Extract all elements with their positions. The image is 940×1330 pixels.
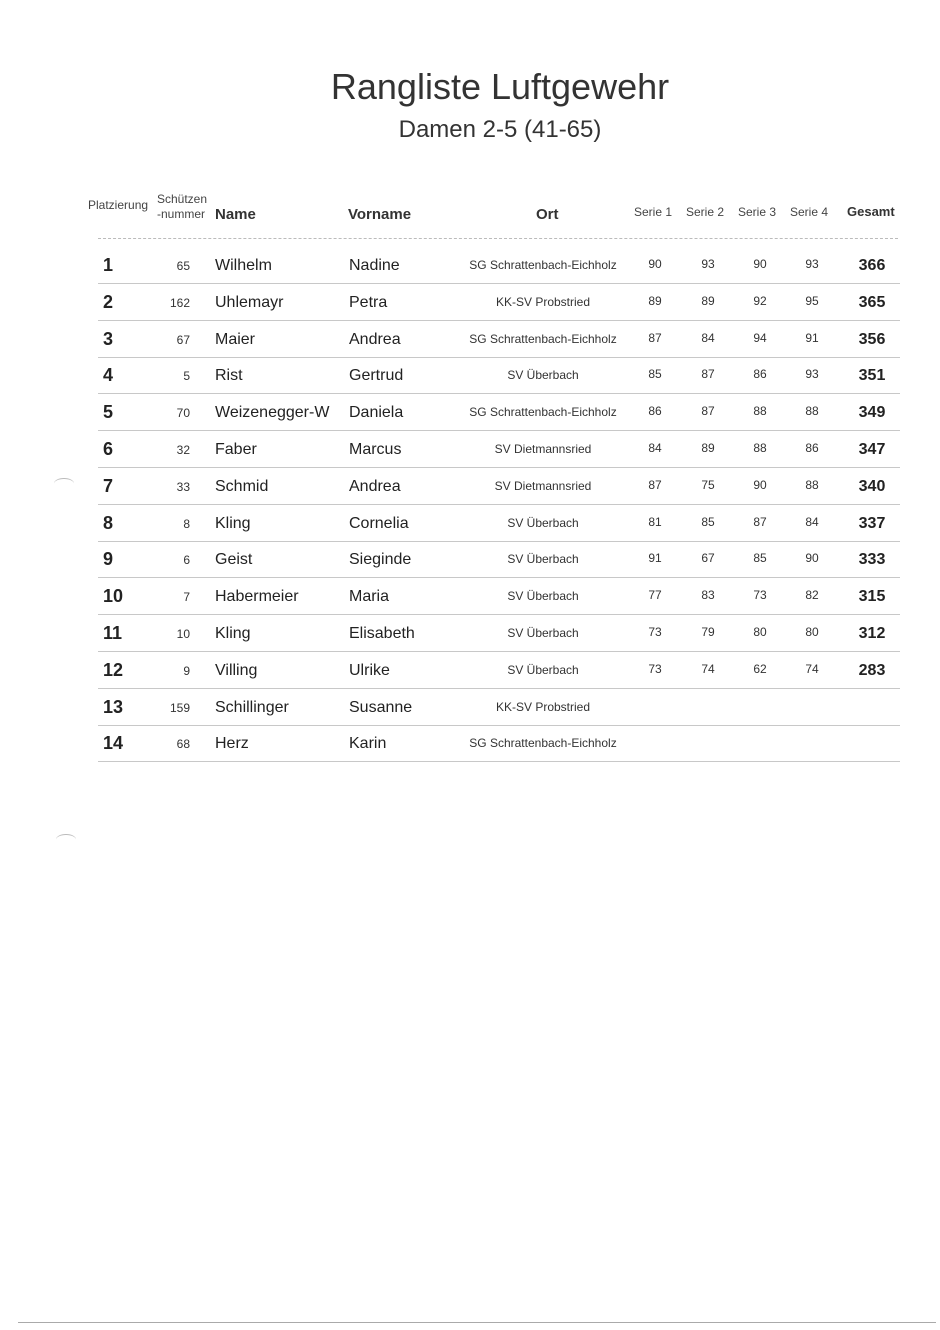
header-serie4: Serie 4	[790, 205, 829, 219]
name-cell: Maier	[215, 330, 256, 348]
ort-cell: KK-SV Probstried	[495, 294, 591, 309]
serie1-cell: 87	[648, 477, 662, 492]
rank-cell: 11	[103, 623, 123, 643]
rank-cell: 1	[103, 255, 114, 275]
serie3-cell: 90	[753, 257, 767, 271]
serie4-cell: 84	[805, 514, 819, 529]
ort-cell: SV Dietmannsried	[494, 478, 592, 493]
serie3-cell: 86	[753, 367, 767, 382]
vorname-cell: Gertrud	[349, 367, 404, 385]
header-nummer-line2: -nummer	[157, 207, 206, 221]
serie3-cell: 87	[753, 514, 767, 529]
gesamt-cell: 365	[858, 293, 886, 311]
serie2-cell: 89	[701, 441, 715, 455]
serie3-cell: 88	[753, 441, 767, 455]
serie4-cell: 95	[805, 293, 819, 308]
ort-cell: KK-SV Probstried	[495, 699, 591, 714]
vorname-cell: Maria	[349, 588, 390, 606]
serie1-cell: 81	[648, 514, 662, 529]
serie4-cell: 86	[805, 441, 819, 455]
ort-cell: SG Schrattenbach-Eichholz	[469, 258, 617, 272]
serie3-cell: 88	[753, 404, 767, 419]
table-row	[0, 615, 940, 652]
rank-cell: 8	[103, 512, 114, 533]
name-cell: Habermeier	[215, 588, 299, 606]
serie3-cell: 94	[753, 330, 767, 345]
table-row	[0, 247, 940, 284]
table-row	[0, 541, 940, 578]
ort-cell: SG Schrattenbach-Eichholz	[469, 331, 617, 346]
serie1-cell: 73	[648, 625, 662, 639]
ort-cell: SV Überbach	[507, 626, 579, 640]
vorname-cell: Andrea	[349, 330, 401, 348]
shooter-number-cell: 33	[176, 479, 190, 494]
shooter-number-cell: 6	[183, 553, 190, 568]
page-edge	[18, 1322, 936, 1323]
table-row	[0, 357, 940, 394]
vorname-cell: Marcus	[349, 441, 402, 458]
gesamt-cell: 283	[858, 661, 886, 679]
shooter-number-cell: 67	[176, 332, 190, 347]
table-row	[0, 689, 940, 726]
shooter-number-cell: 9	[183, 663, 190, 678]
table-header	[0, 190, 940, 230]
rank-cell: 7	[103, 475, 114, 496]
table-row	[0, 321, 940, 358]
serie3-cell: 90	[753, 477, 767, 492]
serie4-cell: 74	[805, 661, 819, 676]
ort-cell: SV Überbach	[507, 515, 579, 530]
shooter-number-cell: 68	[176, 737, 190, 752]
serie3-cell: 85	[753, 551, 767, 566]
serie3-cell: 92	[753, 293, 767, 308]
header-serie1: Serie 1	[634, 205, 673, 219]
ort-cell: SV Dietmannsried	[494, 442, 592, 456]
shooter-number-cell: 5	[183, 369, 190, 384]
vorname-cell: Susanne	[349, 698, 413, 716]
name-cell: Kling	[215, 514, 251, 532]
name-cell: Geist	[215, 551, 253, 569]
serie3-cell: 62	[753, 661, 767, 676]
serie2-cell: 74	[701, 661, 715, 676]
serie1-cell: 90	[648, 257, 662, 271]
table-row	[0, 725, 940, 762]
table-row	[0, 431, 940, 468]
vorname-cell: Sieginde	[349, 551, 412, 569]
shooter-number-cell: 159	[169, 700, 190, 715]
ort-cell: SG Schrattenbach-Eichholz	[469, 736, 617, 751]
vorname-cell: Daniela	[349, 404, 404, 422]
rank-cell: 4	[103, 365, 114, 386]
vorname-cell: Andrea	[349, 477, 401, 495]
rank-cell: 12	[103, 659, 124, 680]
rank-cell: 9	[103, 549, 114, 570]
gesamt-cell: 312	[858, 625, 886, 642]
serie2-cell: 93	[701, 257, 715, 271]
shooter-number-cell: 8	[183, 516, 190, 531]
serie2-cell: 87	[701, 367, 715, 382]
row-divider	[98, 761, 900, 762]
gesamt-cell: 340	[858, 477, 886, 495]
serie4-cell: 80	[805, 625, 819, 639]
name-cell: Schillinger	[215, 698, 289, 716]
serie2-cell: 83	[701, 588, 715, 603]
vorname-cell: Nadine	[349, 257, 400, 274]
title-text: Rangliste Luftgewehr	[330, 66, 670, 107]
name-cell: Uhlemayr	[215, 293, 284, 311]
header-ort: Ort	[536, 206, 559, 223]
name-cell: Faber	[215, 441, 257, 458]
rank-cell: 3	[103, 328, 114, 349]
serie1-cell: 77	[648, 588, 662, 603]
ort-cell: SG Schrattenbach-Eichholz	[469, 405, 617, 420]
shooter-number-cell: 10	[176, 627, 190, 641]
shooter-number-cell: 65	[176, 259, 190, 273]
table-row	[0, 284, 940, 321]
page-title	[0, 66, 940, 108]
serie1-cell: 84	[648, 441, 662, 455]
serie4-cell: 91	[805, 330, 819, 345]
serie2-cell: 87	[701, 404, 715, 419]
vorname-cell: Karin	[349, 735, 387, 753]
shooter-number-cell: 162	[169, 295, 190, 310]
serie3-cell: 73	[753, 588, 767, 603]
header-gesamt: Gesamt	[847, 204, 895, 219]
rank-cell: 13	[103, 696, 124, 717]
serie1-cell: 87	[648, 330, 662, 345]
ort-cell: SV Überbach	[507, 368, 579, 383]
serie3-cell: 80	[753, 625, 767, 639]
gesamt-cell: 356	[858, 330, 886, 348]
serie2-cell: 67	[701, 551, 715, 566]
name-cell: Herz	[215, 735, 249, 753]
serie2-cell: 89	[701, 293, 715, 308]
shooter-number-cell: 70	[176, 406, 190, 421]
serie2-cell: 85	[701, 514, 715, 529]
serie1-cell: 86	[648, 404, 662, 419]
table-row	[0, 505, 940, 542]
header-platzierung: Platzierung	[88, 198, 149, 212]
name-cell: Kling	[215, 625, 251, 642]
name-cell: Rist	[215, 367, 243, 385]
name-cell: Schmid	[215, 477, 269, 495]
serie4-cell: 88	[805, 404, 819, 419]
serie1-cell: 91	[648, 551, 662, 566]
gesamt-cell: 349	[858, 404, 886, 422]
name-cell: Weizenegger-W	[215, 404, 330, 422]
name-cell: Villing	[215, 661, 258, 679]
gesamt-cell: 333	[858, 551, 886, 569]
table-row	[0, 468, 940, 505]
serie4-cell: 93	[805, 367, 819, 382]
rank-cell: 14	[103, 733, 124, 754]
table-row	[0, 394, 940, 431]
gesamt-cell: 351	[858, 367, 886, 385]
header-serie3: Serie 3	[738, 205, 777, 219]
serie2-cell: 79	[701, 625, 715, 639]
table-row	[0, 652, 940, 689]
shooter-number-cell: 32	[176, 443, 190, 457]
serie4-cell: 90	[805, 551, 819, 566]
gesamt-cell: 366	[858, 257, 886, 274]
vorname-cell: Ulrike	[349, 661, 390, 679]
serie4-cell: 82	[805, 588, 819, 603]
ort-cell: SV Überbach	[507, 662, 579, 677]
gesamt-cell: 337	[858, 514, 886, 532]
shooter-number-cell: 7	[183, 590, 190, 605]
serie4-cell: 93	[805, 257, 819, 271]
rank-cell: 6	[103, 439, 114, 459]
header-serie2: Serie 2	[686, 205, 725, 219]
rank-cell: 5	[103, 402, 114, 423]
punch-hole-mark	[56, 834, 76, 845]
header-vorname: Vorname	[348, 206, 412, 223]
header-name: Name	[215, 206, 256, 223]
rank-cell: 10	[103, 586, 124, 607]
serie1-cell: 85	[648, 367, 662, 382]
gesamt-cell: 347	[858, 441, 886, 458]
page-subtitle	[0, 116, 940, 144]
rank-cell: 2	[103, 291, 114, 312]
serie2-cell: 75	[701, 477, 715, 492]
vorname-cell: Petra	[349, 293, 388, 311]
serie1-cell: 73	[648, 661, 662, 676]
header-nummer-line1: Schützen	[157, 192, 208, 206]
header-divider	[98, 238, 898, 239]
ort-cell: SV Überbach	[507, 552, 579, 567]
table-row	[0, 578, 940, 615]
serie1-cell: 89	[648, 293, 662, 308]
gesamt-cell: 315	[858, 588, 886, 606]
punch-hole-mark	[54, 478, 74, 489]
name-cell: Wilhelm	[215, 257, 272, 274]
ort-cell: SV Überbach	[507, 589, 579, 604]
vorname-cell: Cornelia	[349, 514, 409, 532]
serie2-cell: 84	[701, 330, 715, 345]
serie4-cell: 88	[805, 477, 819, 492]
subtitle-text: Damen 2-5 (41-65)	[398, 116, 602, 143]
vorname-cell: Elisabeth	[349, 625, 415, 642]
